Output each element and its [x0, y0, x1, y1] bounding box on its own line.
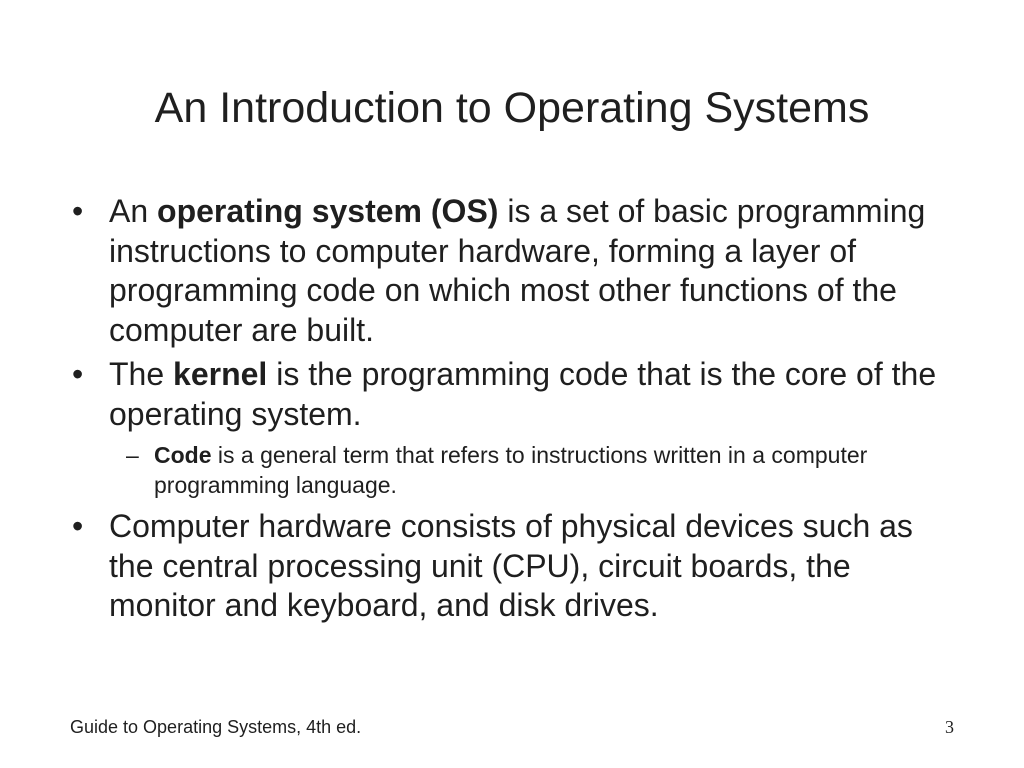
slide-title: An Introduction to Operating Systems — [154, 84, 870, 132]
footer-page-number: 3 — [945, 717, 954, 737]
bullet-suffix: is a set of basic programming instructions to computer hardware, forming a layer of programming code on which most other functions of the computer are built. — [109, 193, 926, 348]
sub-bullet-marker: – — [126, 442, 139, 468]
bullet-text: Computer hardware consists of physical devices such as the central processing unit (CPU), circuit boards, the monitor and keyboard, and disk drives. — [109, 508, 913, 623]
bullet-text — [109, 192, 949, 350]
bullet-kernel-definition — [70, 355, 970, 434]
bullet-hardware-definition — [70, 507, 970, 626]
footer-book-title: Guide to Operating Systems, 4th ed. — [70, 717, 362, 737]
bullet-marker: • — [72, 356, 84, 392]
sub-bullet-text — [154, 440, 934, 500]
bullet-term: operating system (OS) — [157, 193, 499, 229]
bullet-prefix: The — [109, 356, 174, 392]
bullet-marker: • — [72, 508, 84, 544]
bullet-term: kernel — [173, 356, 268, 392]
sub-bullet-term: Code — [154, 442, 212, 468]
bullet-suffix: is the programming code that is the core of the operating system. — [109, 356, 937, 432]
bullet-text — [109, 355, 949, 434]
bullet-os-definition — [70, 192, 970, 350]
slide-content — [70, 192, 970, 631]
sub-bullet-code-definition — [126, 440, 970, 500]
bullet-marker: • — [72, 193, 84, 229]
sub-bullet-suffix: is a general term that refers to instructions written in a computer programming language. — [154, 442, 868, 498]
bullet-prefix: An — [109, 193, 158, 229]
